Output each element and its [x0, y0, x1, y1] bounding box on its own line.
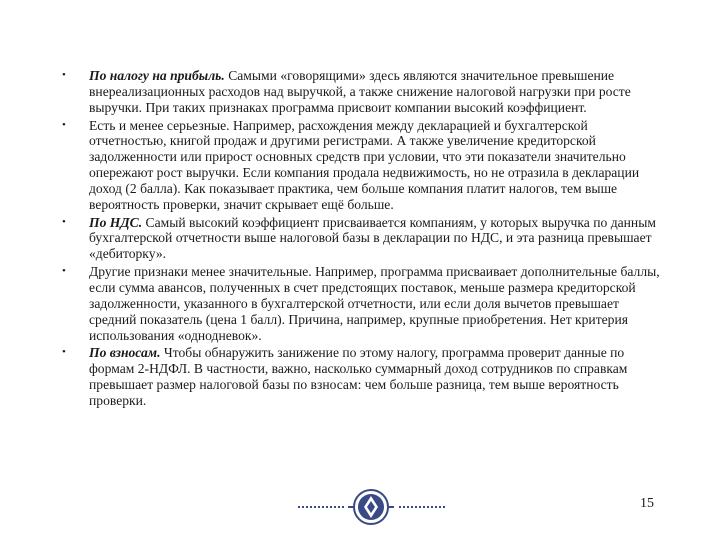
emblem-logo-icon — [296, 488, 446, 528]
bullet-text: Есть и менее серьезные. Например, расхождения между декларацией и бухгалтерской отчетностью, книгой продаж и другими регистрами. А также увеличение кредиторской задолженности или прирост основных средств при условии, что эти показатели значительно опережают рост выручки. Если компания продала недвижимость, но не отразила в декларации доход (2 балла). Как показывает практика, чем больше компания платит налогов, тем выше вероятность проверки, значит скрывает ещё больше. — [89, 117, 640, 212]
bullet-item-2 — [62, 118, 662, 213]
bullet-item-1 — [62, 68, 662, 116]
bullet-text: Самыми «говорящими» здесь являются значительное превышение внереализационных расходов над выручкой, а также снижение налоговой нагрузки при росте выручки. При таких признаках программа присвоит компании высокий коэффициент. — [89, 68, 631, 115]
bullet-item-5 — [62, 345, 662, 408]
bullet-text: Чтобы обнаружить занижение по этому налогу, программа проверит данные по формам 2-НДФЛ. В частности, важно, насколько суммарный доход сотрудников по справкам превышает размер налоговой базы по взносам: чем больше разница, тем выше вероятность проверки. — [89, 345, 628, 408]
bullet-lead: По НДС. — [89, 214, 143, 230]
bullet-dot: • — [62, 118, 66, 131]
bullet-text: Самый высокий коэффициент присваивается компаниям, у которых выручка по данным бухгалтерской отчетности выше налоговой базы в декларации по НДС, и эта разница превышает «дебиторку». — [89, 214, 656, 262]
bullet-dot: • — [62, 346, 66, 359]
bullet-dot: • — [62, 69, 66, 81]
bullet-lead: По взносам. — [89, 345, 161, 361]
bullet-item-4 — [62, 264, 662, 343]
bullet-dot: • — [62, 215, 66, 228]
bullet-text: Другие признаки менее значительные. Например, программа присваивает дополнительные баллы, если сумма авансов, полученных в счет предстоящих поставок, меньше размера кредиторской задолженности, указанного в бухгалтерской отчетности, или если доля вычетов превышает средний показатель (цена 1 балл). Причина, например, крупные приобретения. Нет критерия использования «однодневок». — [89, 264, 660, 343]
bullet-list — [62, 68, 662, 411]
page-number: 15 — [640, 496, 654, 511]
bullet-dot: • — [62, 265, 66, 278]
bullet-item-3 — [62, 215, 662, 263]
bullet-lead: По налогу на прибыль. — [89, 68, 225, 83]
